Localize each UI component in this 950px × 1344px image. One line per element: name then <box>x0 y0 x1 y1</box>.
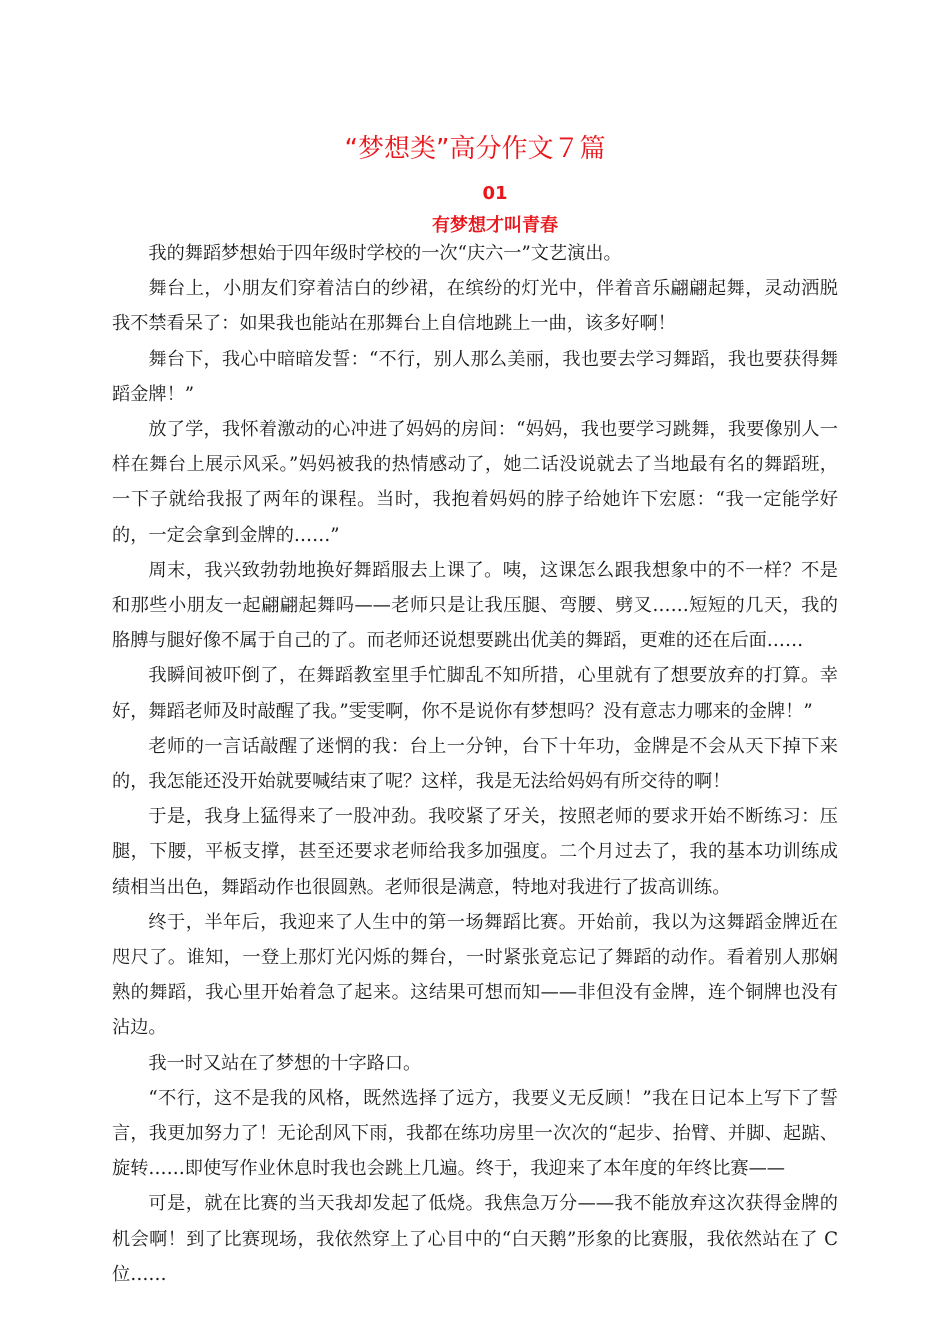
document-title: “梦想类”高分作文７篇 <box>344 134 606 164</box>
paragraph: 可是，就在比赛的当天我却发起了低烧。我焦急万分——我不能放弃这次获得金牌的机会啊！到了比赛现场，我依然穿上了心目中的“白天鹅”形象的比赛服，我依然站在了 C 位…… <box>112 1193 838 1285</box>
paragraph: 我瞬间被吓倒了，在舞蹈教室里手忙脚乱不知所措，心里就有了想要放弃的打算。幸好，舞蹈老师及时敲醒了我。”雯雯啊，你不是说你有梦想吗？没有意志力哪来的金牌！” <box>112 665 838 722</box>
paragraph: “不行，这不是我的风格，既然选择了远方，我要义无反顾！”我在日记本上写下了誓言，我更加努力了！无论刮风下雨，我都在练功房里一次次的“起步、抬臂、并脚、起踮、旋转……即使写作业休息时我也会跳上几遍。终于，我迎来了本年度的年终比赛—— <box>112 1087 838 1180</box>
paragraph: 周末，我兴致勃勃地换好舞蹈服去上课了。咦，这课怎么跟我想象中的不一样？不是和那些小朋友一起翩翩起舞吗——老师只是让我压腿、弯腰、劈叉……短短的几天，我的胳膊与腿好像不属于自己的了。而老师还说想要跳出优美的舞蹈，更难的还在后面…… <box>112 559 838 652</box>
article-body <box>112 236 838 1292</box>
section-title: 有梦想才叫青春 <box>432 215 558 236</box>
paragraph: 于是，我身上猛得来了一股冲劲。我咬紧了牙关，按照老师的要求开始不断练习：压腿，下腰，平板支撑，甚至还要求老师给我多加强度。二个月过去了，我的基本功训练成绩相当出色，舞蹈动作也很圆熟。老师很是满意，特地对我进行了拔高训练。 <box>112 806 838 898</box>
paragraph: 我的舞蹈梦想始于四年级时学校的一次“庆六一”文艺演出。 <box>148 243 622 264</box>
paragraph: 舞台上，小朋友们穿着洁白的纱裙，在缤纷的灯光中，伴着音乐翩翩起舞，灵动洒脱我不禁看呆了：如果我也能站在那舞台上自信地跳上一曲，该多好啊！ <box>112 278 838 335</box>
section-number: 01 <box>482 183 508 204</box>
paragraph: 终于，半年后，我迎来了人生中的第一场舞蹈比赛。开始前，我以为这舞蹈金牌近在咫尺了。谁知，一登上那灯光闪烁的舞台，一时紧张竟忘记了舞蹈的动作。看着别人那娴熟的舞蹈，我心里开始着急了起来。这结果可想而知——非但没有金牌，连个铜牌也没有沾边。 <box>112 911 838 1039</box>
paragraph: 我一时又站在了梦想的十字路口。 <box>148 1052 422 1074</box>
paragraph: 放了学，我怀着激动的心冲进了妈妈的房间：“妈妈，我也要学习跳舞，我要像别人一样在舞台上展示风采。”妈妈被我的热情感动了，她二话没说就去了当地最有名的舞蹈班，一下子就给我报了两年的课程。当时，我抱着妈妈的脖子给她许下宏愿：“我一定能学好的，一定会拿到金牌的……” <box>112 419 838 546</box>
paragraph: 老师的一言话敲醒了迷惘的我：台上一分钟，台下十年功，金牌是不会从天下掉下来的，我怎能还没开始就要喊结束了呢？这样，我是无法给妈妈有所交待的啊！ <box>112 735 838 793</box>
paragraph: 舞台下，我心中暗暗发誓：“不行，别人那么美丽，我也要去学习舞蹈，我也要获得舞蹈金牌！” <box>112 348 838 405</box>
